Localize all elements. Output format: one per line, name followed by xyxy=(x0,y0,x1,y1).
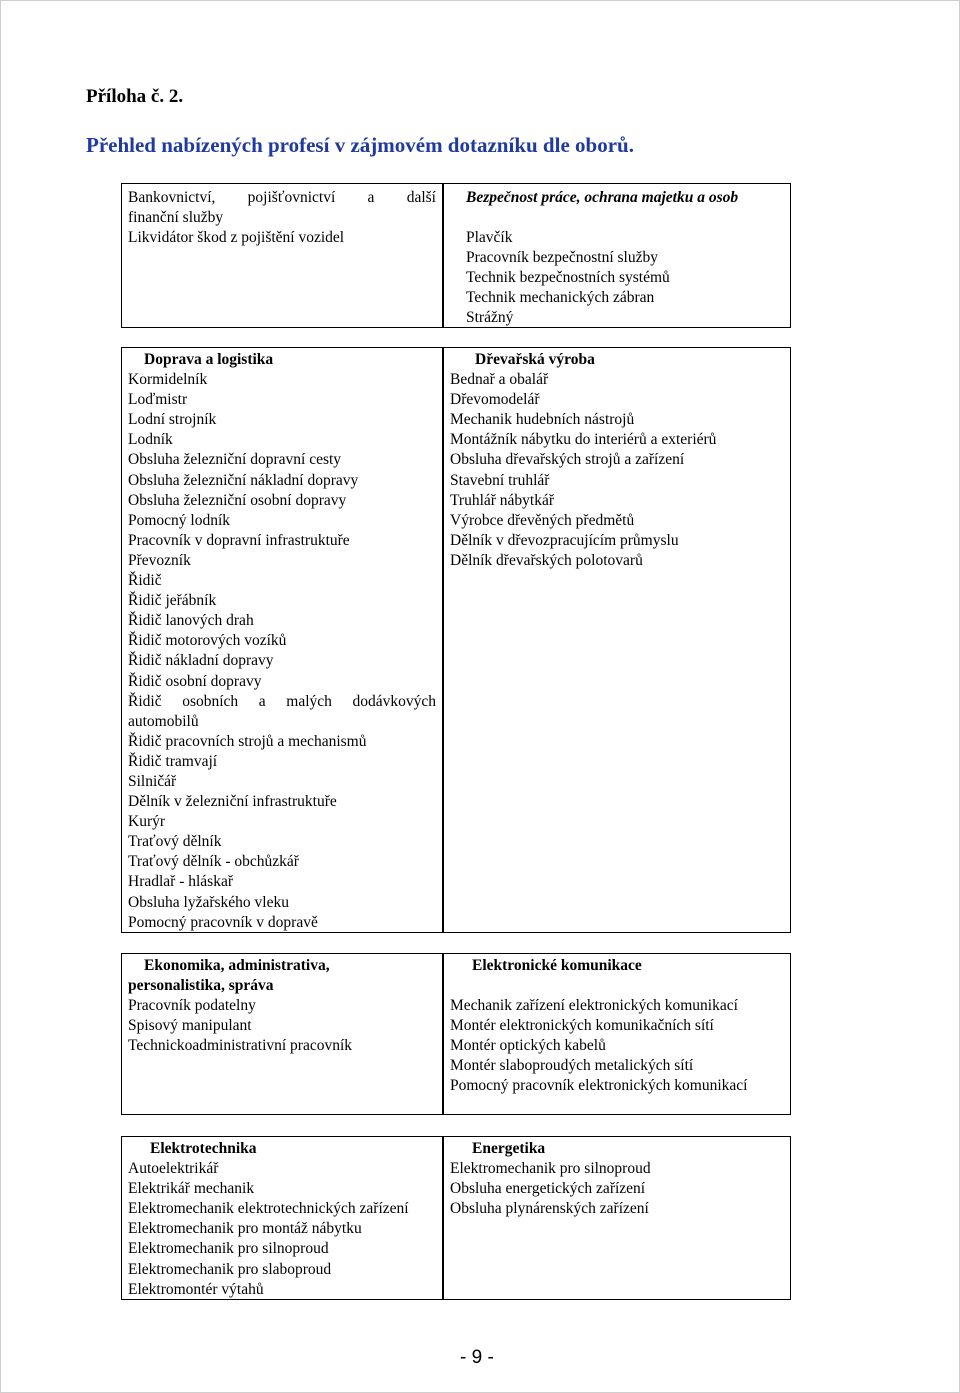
list-item: Truhlář nábytkář xyxy=(450,491,555,509)
list-item: Technik mechanických zábran xyxy=(466,289,655,307)
section-heading: Elektrotechnika xyxy=(150,1140,257,1157)
list-item: Řidič osobní dopravy xyxy=(128,672,262,690)
list-item: Elektromechanik pro silnoproud xyxy=(450,1160,651,1178)
list-item: Lodník xyxy=(128,431,173,449)
list-item: Dělník v dřevozpracujícím průmyslu xyxy=(450,531,679,549)
list-item: Řidič motorových vozíků xyxy=(128,632,287,650)
list-item: Obsluha železniční nákladní dopravy xyxy=(128,471,359,489)
section-security xyxy=(443,183,791,328)
list-item: Pracovník podatelny xyxy=(128,997,256,1015)
list-item: Plavčík xyxy=(466,229,513,247)
list-item: Převozník xyxy=(128,551,191,569)
list-item: Lodní strojník xyxy=(128,411,217,429)
list-item: Pomocný pracovník v dopravě xyxy=(128,913,318,931)
section-heading: Energetika xyxy=(472,1140,546,1157)
section-transport xyxy=(121,347,443,933)
section-heading-cont: finanční služby xyxy=(128,209,224,227)
list-item: Montér slaboproudých metalických sítí xyxy=(450,1057,694,1075)
list-item: Pracovník v dopravní infrastruktuře xyxy=(128,531,350,549)
list-item: Řidič tramvají xyxy=(128,752,218,770)
list-item-cont: automobilů xyxy=(128,712,199,730)
list-item: Dělník v železniční infrastruktuře xyxy=(128,793,337,811)
list-item: Loďmistr xyxy=(128,391,188,409)
list-item: Elektromechanik pro silnoproud xyxy=(128,1240,329,1258)
section-banking xyxy=(121,183,443,328)
list-item: Stavební truhlář xyxy=(450,471,550,489)
section-wood xyxy=(443,347,791,933)
list-item: Pracovník bezpečnostní služby xyxy=(466,249,658,267)
list-item: Obsluha plynárenských zařízení xyxy=(450,1200,649,1218)
page-number: - 9 - xyxy=(460,1347,494,1368)
list-item: Pomocný pracovník elektronických komunikací xyxy=(450,1077,748,1095)
list-item: Elektromechanik elektrotechnických zařízení xyxy=(128,1200,409,1218)
list-item: Strážný xyxy=(466,309,514,327)
list-item: Montér elektronických komunikačních sítí xyxy=(450,1017,714,1035)
list-item: Technik bezpečnostních systémů xyxy=(466,269,670,287)
list-item: Obsluha železniční dopravní cesty xyxy=(128,451,342,469)
list-item: Traťový dělník - obchůzkář xyxy=(128,853,299,871)
list-item: Dřevomodelář xyxy=(450,391,540,409)
list-item: Hradlař - hláskař xyxy=(128,873,234,891)
list-item: Řidič osobních a malých dodávkových xyxy=(128,692,436,710)
section-energy xyxy=(443,1136,791,1300)
section-heading: Bankovnictví, pojišťovnictví a další xyxy=(128,189,436,206)
section-electrical xyxy=(121,1136,443,1300)
list-item: Obsluha lyžařského vleku xyxy=(128,893,289,911)
list-item: Elektromechanik pro slaboproud xyxy=(128,1260,332,1278)
list-item: Obsluha dřevařských strojů a zařízení xyxy=(450,451,685,469)
annex-label: Příloha č. 2. xyxy=(86,86,184,107)
page-title: Přehled nabízených profesí v zájmovém dotazníku dle oborů. xyxy=(86,133,634,157)
list-item: Spisový manipulant xyxy=(128,1017,252,1035)
list-item: Kormidelník xyxy=(128,371,208,389)
list-item: Mechanik zařízení elektronických komunikací xyxy=(450,997,738,1015)
list-item: Dělník dřevařských polotovarů xyxy=(450,551,643,569)
list-item: Řidič pracovních strojů a mechanismů xyxy=(128,732,367,750)
list-item: Řidič nákladní dopravy xyxy=(128,652,274,670)
list-item: Obsluha energetických zařízení xyxy=(450,1180,646,1198)
list-item: Likvidátor škod z pojištění vozidel xyxy=(128,229,345,247)
list-item: Montér optických kabelů xyxy=(450,1037,606,1055)
list-item: Technickoadministrativní pracovník xyxy=(128,1037,353,1055)
list-item: Autoelektrikář xyxy=(128,1160,219,1178)
section-electronic xyxy=(443,953,791,1115)
list-item: Montážník nábytku do interiérů a exteriérů xyxy=(450,431,717,449)
section-economics xyxy=(121,953,443,1115)
section-heading: Ekonomika, administrativa, xyxy=(144,957,330,974)
list-item: Výrobce dřevěných předmětů xyxy=(450,511,635,529)
list-item: Bednař a obalář xyxy=(450,371,549,389)
list-item: Elektromechanik pro montáž nábytku xyxy=(128,1220,362,1238)
section-heading: Bezpečnost práce, ochrana majetku a osob xyxy=(466,189,739,206)
list-item: Řidič lanových drah xyxy=(128,612,254,630)
section-heading: Elektronické komunikace xyxy=(472,957,642,974)
list-item: Řidič xyxy=(128,572,162,590)
list-item: Mechanik hudebních nástrojů xyxy=(450,411,635,429)
section-heading: Dřevařská výroba xyxy=(475,351,595,368)
list-item: Kurýr xyxy=(128,813,166,831)
list-item: Pomocný lodník xyxy=(128,511,231,529)
list-item: Elektrikář mechanik xyxy=(128,1180,255,1198)
list-item: Řidič jeřábník xyxy=(128,592,217,610)
list-item: Silničář xyxy=(128,772,177,790)
list-item: Traťový dělník xyxy=(128,833,222,851)
section-heading: Doprava a logistika xyxy=(144,351,274,368)
list-item: Obsluha železniční osobní dopravy xyxy=(128,491,347,509)
list-item: Elektromontér výtahů xyxy=(128,1280,264,1298)
section-heading-cont: personalistika, správa xyxy=(128,977,274,995)
